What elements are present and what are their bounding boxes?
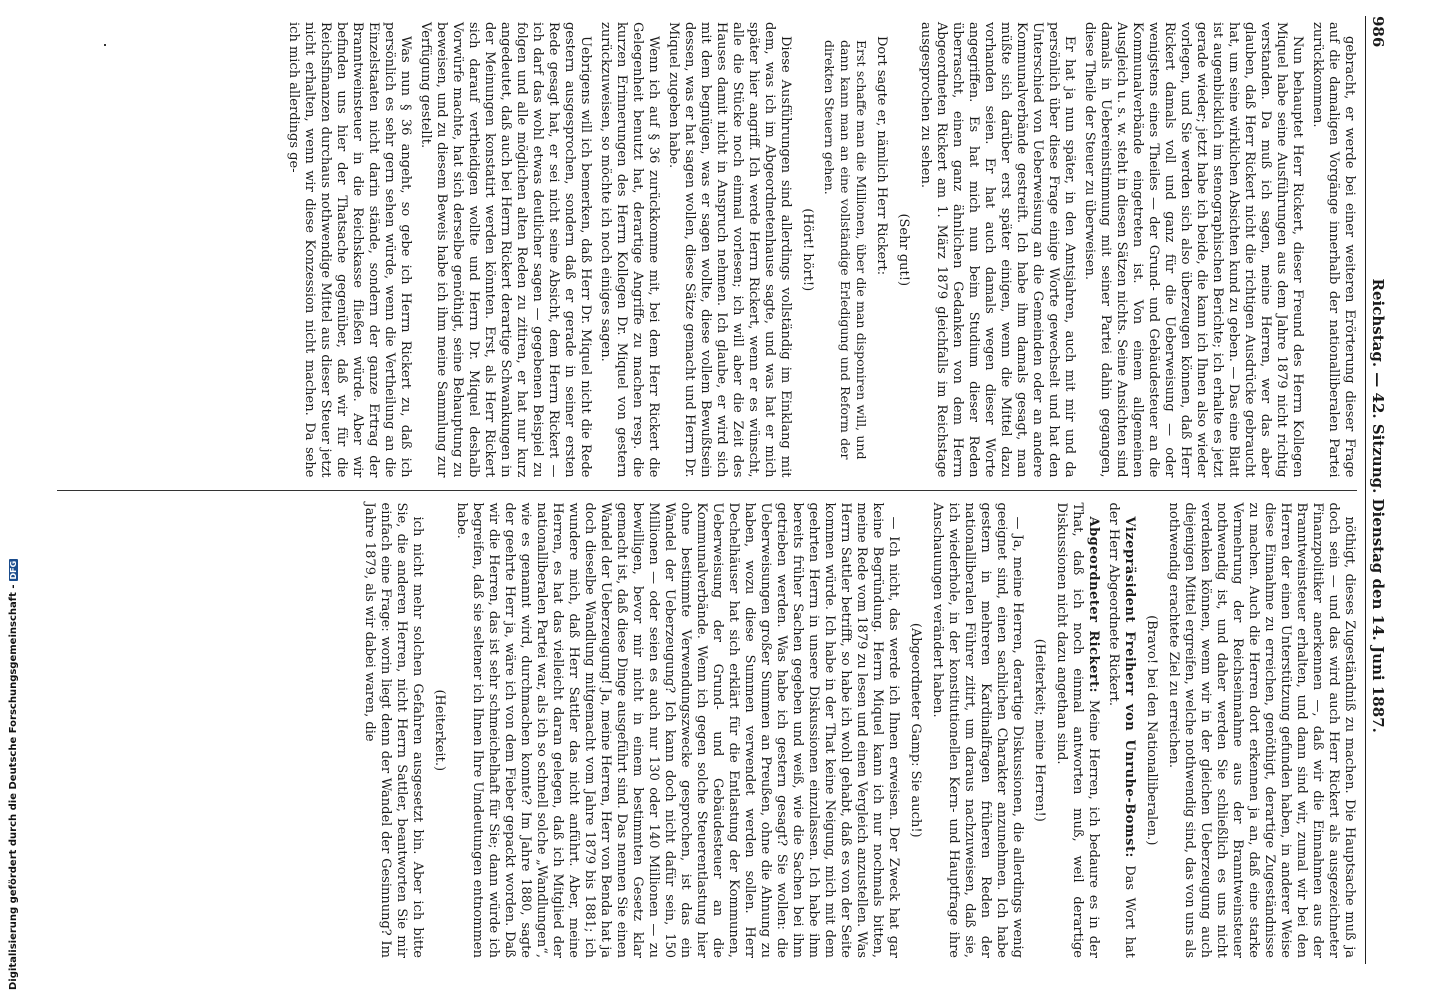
interjection: (Heiterkeit.)	[432, 689, 447, 772]
speech-vizepraesident	[1105, 503, 1137, 959]
speaker-name: Abgeordneter Rickert:	[1086, 516, 1101, 693]
speech-text: Meine Herren, ich bedaure es in der That, daß ich noch einmal antworten muß, weil derartige Diskussionen nicht dazu angethan sind.	[1054, 502, 1101, 959]
columns	[57, 10, 1357, 970]
footer-text: Digitalisierung gefördert durch die Deutsche Forschungsgemeinschaft -	[8, 584, 19, 990]
paragraph: gebracht, er werde bei einer weiteren Erörterung dieser Frage auf die damaligen Vorgänge innerhalb der nationalliberalen Partei zurückkommen.	[1310, 22, 1357, 478]
left-column	[57, 10, 1357, 490]
page-title: Reichstag. — 42. Sitzung. Dienstag den 14. Juni 1887.	[1369, 278, 1387, 733]
right-column	[57, 490, 1357, 971]
interjection: (Bravo! bei den Nationalliberalen.)	[1144, 615, 1159, 846]
paragraph: ich nicht mehr solchen Gefahren ausgesetzt bin. Aber ich bitte Sie, die anderen Herren, nicht Herrn Sattler, beantworten Sie mir einfach eine Frage: worin liegt denn der Wandel der Gesinnung? Im Jahre 1879, als wir dabei waren, die	[362, 502, 425, 958]
interjection: (Hört! hört!)	[800, 208, 815, 292]
quotation: Erst schaffe man die Millionen, über die man disponiren will, und dann kann man an eine vollständige Erledigung und Reform der direkten Steuern gehen.	[822, 40, 869, 460]
paragraph: nöthigt, dieses Zugeständniß zu machen. Die Hauptsache muß ja doch sein — und das wird auch Herr Rickert als ausgezeichneter Finanzpolitiker anerkennen —, daß wir die Einnahmen aus der Branntweinsteuer erhalten, und dann sind wir, zumal wir bei den Herren der einen Unterstützung gefunden haben, in anderer Weise diese Einnahme zu erreichen, genöthigt, derartige Zugeständnisse zu machen. Auch die Herren dort erkennen ja an, daß eine starke Vermehrung der Reichseinnahme aus der Branntweinsteuer nothwendig ist, und daher werden Sie schließlich es uns nicht verdenken können, wenn wir in der gleichen Ueberzeugung auch diejenigen Mittel ergreifen, welche nothwendig sind, das von uns als nothwendig erachtete Ziel zu erreichen.	[1166, 502, 1357, 958]
paragraph: Nun behauptet Herr Rickert, dieser Freund des Herrn Kollegen Miquel habe seine Ausführungen aus dem Jahre 1879 nicht richtig verstanden. Da muß ich sagen, meine Herren, wer das aber glauben, daß Herr Rickert nicht die richtigen Ausdrücke gebraucht hat, um seine wirklichen Absichten kund zu geben. — Das eine Blatt ist augenblicklich im stenographischen Berichte; ich erhalte es jetzt gerade wieder; jetzt habe ich beide, die kann ich Ihnen also wieder vorlegen, und Sie werden sich also überzeugen können, daß Herr Rickert damals voll und ganz für die Ueberweisung — oder wenigstens eines Theiles — der Grund- und Gebäudesteuer an die Kommunalverbände eingetreten ist. Von einem allgemeinen Ausgleich u. s. w. steht in diesen Sätzen nichts. Seine Ansichten sind damals in Uebereinstimmung mit seiner Partei dahin gegangen, diese Theile der Steuer zu überweisen.	[1082, 22, 1305, 478]
page-number: 986	[1369, 16, 1387, 48]
rotated-page-content	[46, 10, 1386, 970]
speaker-name: Vizepräsident Freiherr von Unruhe-Bomst:	[1122, 516, 1137, 858]
paragraph: Was nun § 36 angeht, so gebe ich Herrn Rickert zu, daß ich persönlich es sehr gern sehen würde, wenn die Vertheilung an die Einzelstaaten nicht darin stände, sondern der ganze Ertrag der Branntweinsteuer in die Reichskasse fließen würde. Aber wir befinden uns hier der Thatsache gegenüber, daß wir für die Reichsfinanzen durchaus nothwendige Mittel aus dieser Steuer jetzt nicht erhalten, wenn wir diese Konzession nicht machen. Da sehe ich mich allerdings ge-	[286, 22, 413, 478]
digitization-footer	[8, 559, 19, 990]
paragraph: — Ich nicht, das werde ich Ihnen erweisen. Der Zweck hat gar keine Begründung. Herrn Miquel kann ich nur nochmals bitten, meine Rede vom 1879 zu lesen und einen Vergleich anzustellen. Was Herrn Sattler betrifft, so habe ich wohl gehabt, daß es von der Seite kommen würde. Ich habe in der That keine Neigung, mich mit dem geehrten Herrn in unsere Diskussionen einzulassen. Ich habe ihm bereits früher Sachen gegeben und weiß, wie die Sachen bei ihm getrieben werden. Was habe ich gestern gesagt? Sie wollen: die Ueberweisungen großer Summen an Preußen, ohne die Ahnung zu haben, wozu diese Summen verwendet werden sollen. Herr Dechelhäuser hat sich erklärt für die Entlastung der Kommunen, Ueberweisung der Grund- und Gebäudesteuer an die Kommunalverbände. Wenn ich gegen solche Steuerentlastung hier ohne bestimmte Verwendungszwecke gesprochen, ist das ein Wandel der Ueberzeugung? Ich kann doch nicht dafür sein, 150 Millionen — oder seien es auch nur 130 oder 140 Millionen — zu bewilligen, bevor mir nicht in einem bestimmten Gesetz klar gemacht ist, daß diese Dinge ausgeführt sind. Das nennen Sie einen Wandel der Ueberzeugung! Ja, meine Herren, Herr von Benda hat ja doch dieselbe Wandlung mitgemacht vom Jahre 1879 bis 1881; ich wundere mich, daß Herr Sattler das nicht anführt. Aber, meine Herren, es hat das vielleicht daran gelegen, daß ich Mitglied der nationalliberalen Partei war, als ich so schnell solche „Wandlungen“, wie es genannt wird, durchmachen konnte? Im Jahre 1880, sagte der geehrte Herr ja, wäre ich von dem Fieber gepackt worden. Daß wir die Herren, das ist sehr schmeichelhaft für Sie; dann würde ich begreifen, daß sie seltener ich Ihnen Ihre Umdeutungen entnommen habe.	[454, 502, 901, 958]
speech-text: Das Wort hat der Herr Abgeordnete Rickert.	[1106, 502, 1137, 958]
paragraph: Diese Ausführungen sind allerdings vollständig im Einklang mit dem, was ich im Abgeordnetenhause sagte, und was hat er mich später hier angriff. Ich werde Herrn Rickert, wenn er es wünscht, alle die Stücke noch einmal vorlesen; ich will aber die Zeit des Hauses damit nicht in Anspruch nehmen. Ich glaube, er wird sich mit dem begnügen, was er sagen wollte, diese vollem Bewußtsein dessen, was er hat sagen wollen, diese Sätze gemacht und Herrn Dr. Miquel zugeben habe.	[666, 22, 793, 478]
speech-rickert	[1053, 503, 1101, 959]
page-header	[1365, 16, 1386, 964]
paragraph: — Ja, meine Herren, derartige Diskussionen, die allerdings wenig geeignet sind, einen sachlichen Charakter anzunehmen. Ich habe gestern in mehreren Kardinalfragen früheren Reden der nationalliberalen Führer zitirt, um daraus nachzuweisen, daß sie, ich wiederhole, in der konstitutionellen Kern- und Hauptfrage ihre Anschauungen verändert haben.	[930, 502, 1025, 958]
interjection: (Heiterkeit; meine Herren!)	[1032, 638, 1047, 822]
dfg-logo: DFG	[9, 560, 18, 580]
interjection: (Sehr gut!)	[896, 213, 911, 287]
paragraph: Wenn ich auf § 36 zurückkomme mit, bei dem Herr Rickert die Gelegenheit benutzt hat, derartige Angriffe zu machen resp. die kurzen Erinnerungen des Herrn Kollegen Dr. Miquel von gestern zurückzuweisen, so möchte ich noch einiges sagen.	[598, 22, 661, 478]
paragraph: Er hat ja nun später, in den Amtsjahren, auch mit mir und da persönlich über diese Frage einige Worte gewechselt und hat den Unterschied von Ueberweisung an die Gemeinden oder an andere Kommunalverbände gestreift. Ich habe ihm damals gesagt, man müßte sich darüber erst später einigen, wenn die Mittel dazu vorhanden seien. Er hat auch damals wegen dieser Worte angegriffen. Es hat mich nun beim Studium dieser Reden überrascht, einen ganz ähnlichen Gedanken von dem Herrn Abgeordneten Rickert am 1. März 1879 gleichfalls im Reichstage ausgesprochen zu sehen.	[918, 22, 1077, 478]
interjection: (Abgeordneter Gamp: Sie auch!)	[908, 622, 923, 838]
paragraph: Uebrigens will ich bemerken, daß Herr Dr. Miquel nicht die Rede gestern ausgesprochen, sondern daß er gerade in seiner ersten Rede gesagt hat, er sei nicht seine Absicht, dem Herrn Rickert — ich darf das wohl etwas deutlicher sagen — gegebenen Beispiel zu folgen und alle möglichen alten Reden zu zitiren, er hat nur kurz angedeutet, daß auch bei Herrn Rickert derartige Schwankungen in der Meinungen konstatirt werden könnten. Erst, als Herr Rickert sich darauf vertheidigen wollte und Herrn Dr. Miquel deshalb Vorwürfe machte, hat sich derselbe genöthigt, seine Behauptung zu beweisen, und zu diesem Beweis habe ich ihm meine Sammlung zur Verfügung gestellt.	[418, 22, 593, 478]
paragraph: Dort sagte er, nämlich Herr Rickert:	[874, 36, 889, 276]
